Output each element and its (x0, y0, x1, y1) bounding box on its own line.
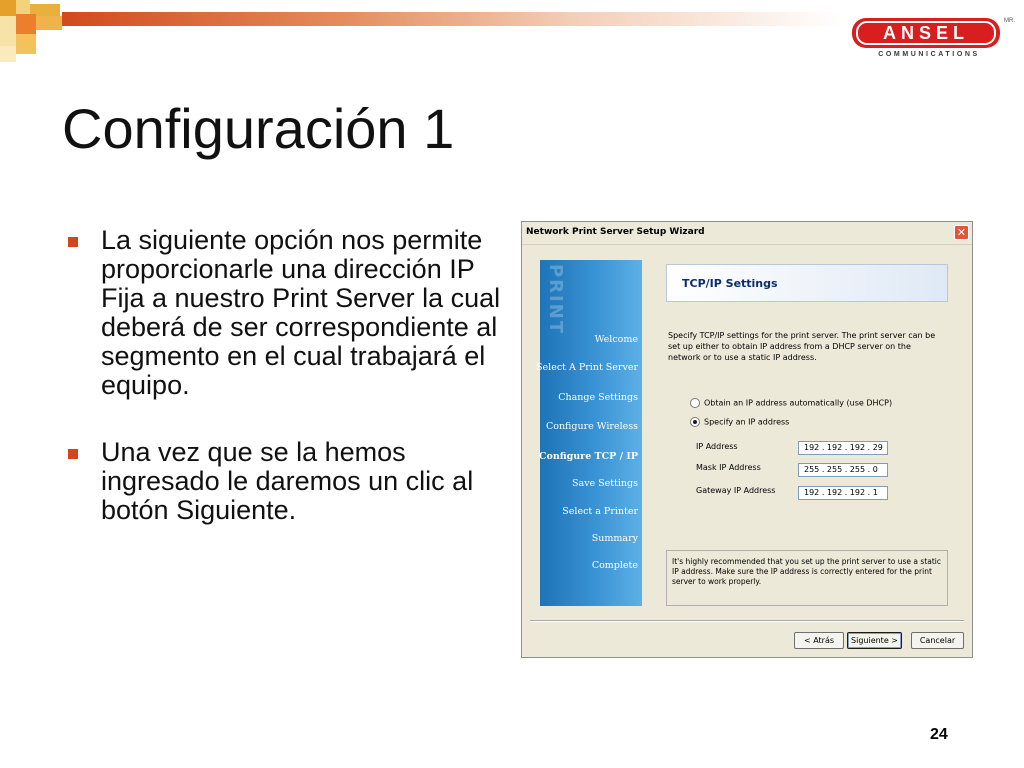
square-bullet-icon (68, 449, 78, 459)
decor-square (0, 0, 16, 16)
header-gradient-bar (62, 12, 842, 26)
cancel-button[interactable]: Cancelar (911, 632, 964, 649)
close-icon[interactable]: ✕ (954, 225, 969, 240)
mask-ip-field[interactable]: 255 . 255 . 255 . 0 (798, 463, 888, 477)
button-separator (530, 620, 964, 622)
bullet-text: La siguiente opción nos permite proporcionarle una dirección IP Fija a nuestro Print Server la cual deberá de ser correspondiente al segmento en el cual trabajará el equipo. (101, 225, 501, 400)
decor-square (0, 46, 16, 62)
step-configure-tcpip: Configure TCP / IP (538, 451, 638, 462)
bullet-text: Una vez que se la hemos ingresado le daremos un clic al botón Siguiente. (101, 437, 474, 525)
ip-address-label: IP Address (696, 442, 738, 451)
ip-address-field[interactable]: 192 . 192 . 192 . 29 (798, 441, 888, 455)
step-select-print-server: Select A Print Server (536, 362, 638, 373)
static-ip-option[interactable] (690, 417, 789, 427)
window-title: Network Print Server Setup Wizard (526, 227, 705, 237)
step-complete: Complete (591, 560, 638, 571)
note-text: It's highly recommended that you set up the print server to use a static IP address. Make sure the IP address is correctly entered for the print server to work properly. (672, 557, 942, 586)
static-ip-option-label: Specify an IP address (704, 417, 790, 427)
mask-ip-label: Mask IP Address (696, 463, 761, 472)
setup-wizard-window (521, 221, 973, 658)
radio-selected-icon[interactable] (690, 417, 700, 427)
bullet-list (62, 226, 502, 563)
gateway-ip-label: Gateway IP Address (696, 486, 776, 495)
back-button[interactable]: < Atrás (794, 632, 844, 649)
tcpip-description: Specify TCP/IP settings for the print server. The print server can be set up either to obtain IP address from a DHCP server on the network or to use a static IP address. (668, 331, 936, 362)
wizard-body (528, 250, 968, 610)
bullet-item (62, 226, 502, 400)
window-titlebar (522, 222, 972, 245)
logo-badge (852, 18, 1000, 48)
step-change-settings: Change Settings (558, 392, 638, 403)
next-button[interactable]: Siguiente > (847, 632, 902, 649)
decor-square (0, 16, 16, 46)
wizard-steps-sidebar (536, 260, 642, 606)
step-select-printer: Select a Printer (562, 506, 638, 517)
logo-name: ANSEL (856, 21, 996, 45)
dhcp-option-label: Obtain an IP address automatically (use DHCP) (704, 398, 893, 408)
recommendation-note (666, 550, 948, 606)
bullet-item (62, 438, 502, 525)
decor-square (16, 34, 36, 54)
print-watermark: PRINT (545, 264, 566, 336)
ansel-logo (852, 18, 1015, 64)
square-bullet-icon (68, 237, 78, 247)
step-save-settings: Save Settings (571, 478, 638, 489)
decor-square (16, 0, 30, 14)
step-configure-wireless: Configure Wireless (545, 421, 638, 432)
section-title: TCP/IP Settings (682, 277, 778, 290)
logo-trademark: MR. (1004, 18, 1015, 24)
step-welcome: Welcome (594, 334, 638, 345)
radio-unselected-icon[interactable] (690, 398, 700, 408)
step-summary: Summary (591, 533, 638, 544)
decor-square (16, 14, 36, 34)
decor-square (36, 16, 62, 30)
slide-title: Configuración 1 (62, 97, 455, 160)
gateway-ip-field[interactable]: 192 . 192 . 192 . 1 (798, 486, 888, 500)
page-number: 24 (930, 726, 948, 743)
dhcp-option[interactable] (690, 398, 892, 408)
logo-subtitle: COMMUNICATIONS (878, 51, 980, 58)
section-header (666, 264, 948, 302)
